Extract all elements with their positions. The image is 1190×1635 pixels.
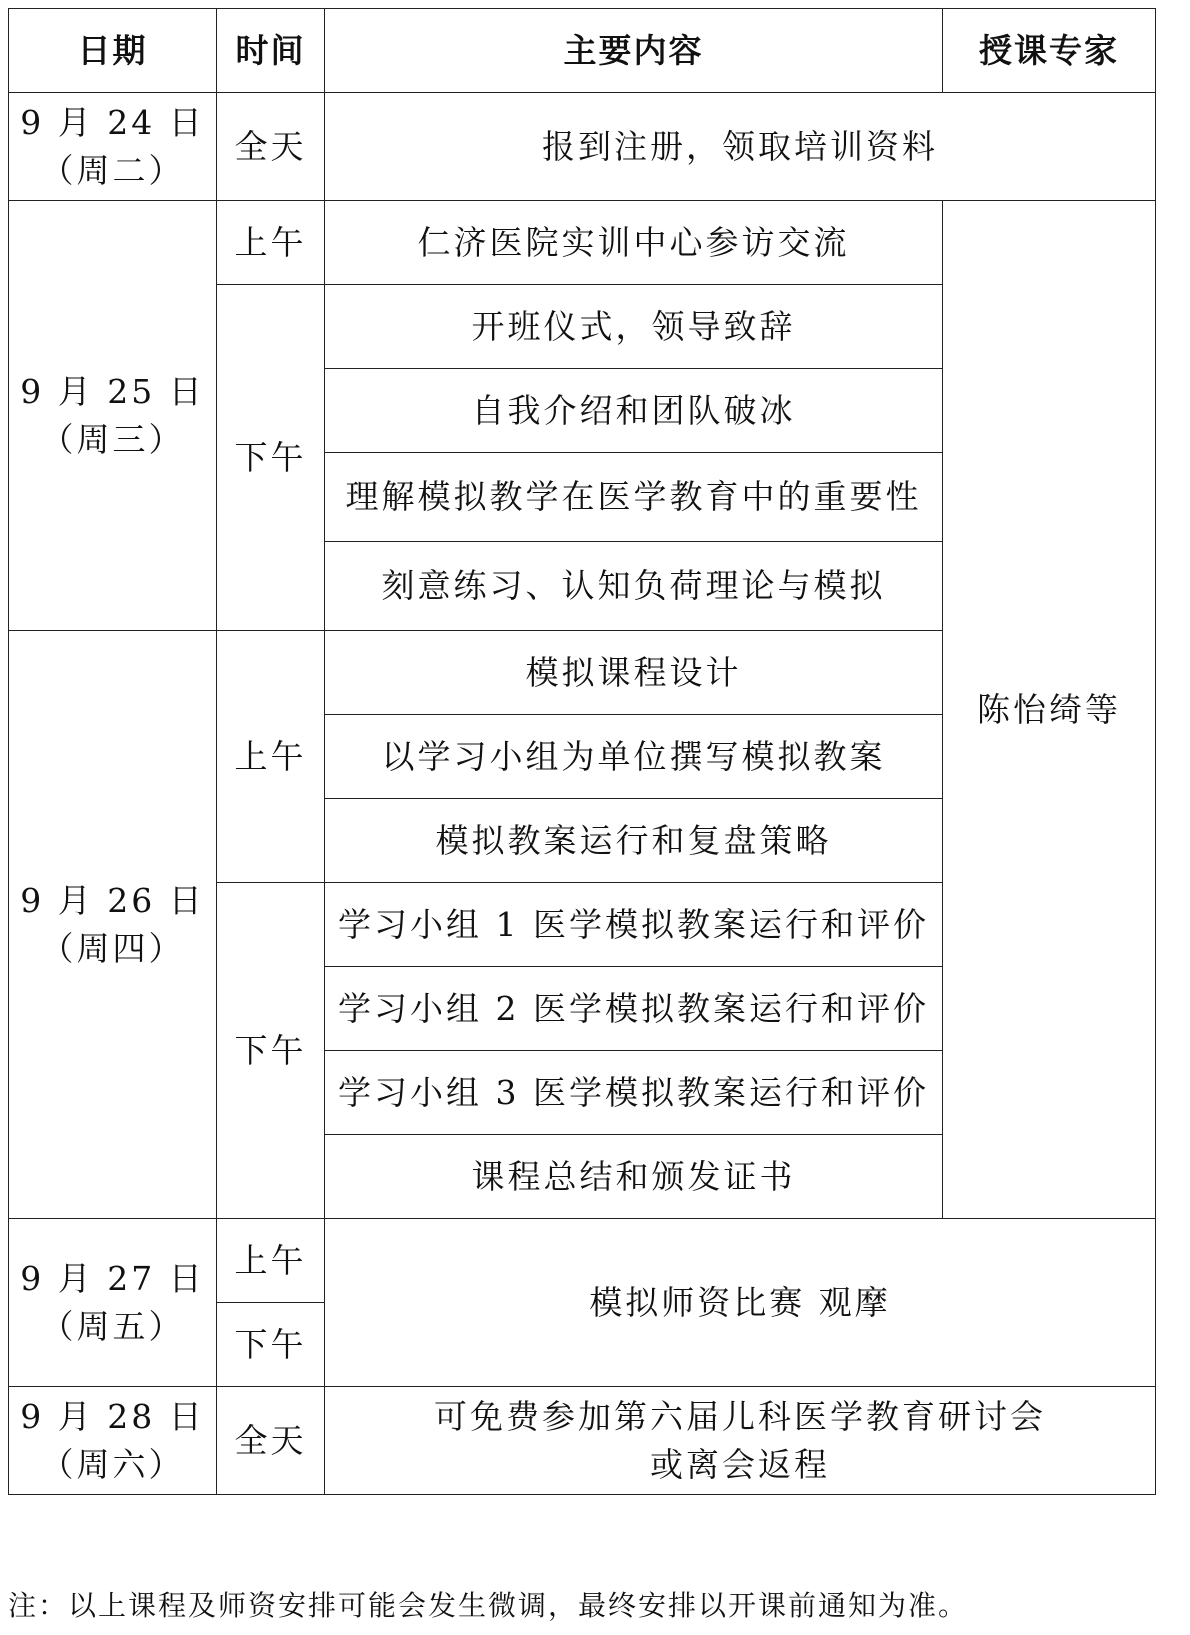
content-cell: 模拟教案运行和复盘策略 — [325, 799, 943, 883]
weekday-text: （周四） — [40, 928, 185, 968]
date-cell — [9, 93, 217, 201]
content-cell: 刻意练习、认知负荷理论与模拟 — [325, 542, 943, 631]
content-cell: 学习小组 1 医学模拟教案运行和评价 — [325, 883, 943, 967]
content-cell: 仁济医院实训中心参访交流 — [325, 201, 943, 285]
header-content: 主要内容 — [325, 9, 943, 93]
schedule-table — [8, 8, 1156, 1495]
weekday-text: （周三） — [40, 419, 185, 459]
footnote: 注：以上课程及师资安排可能会发生微调，最终安排以开课前通知为准。 — [8, 1589, 969, 1622]
date-text: 9 月 28 日 — [20, 1396, 205, 1436]
date-text: 9 月 25 日 — [20, 371, 205, 411]
expert-cell: 陈怡绮等 — [943, 201, 1156, 1219]
table-row — [9, 1219, 1156, 1303]
content-cell: 学习小组 3 医学模拟教案运行和评价 — [325, 1051, 943, 1135]
table-row — [9, 201, 1156, 285]
content-cell: 以学习小组为单位撰写模拟教案 — [325, 715, 943, 799]
content-cell: 理解模拟教学在医学教育中的重要性 — [325, 453, 943, 542]
time-cell: 全天 — [217, 93, 325, 201]
weekday-text: （周五） — [40, 1306, 185, 1346]
table-row — [9, 1387, 1156, 1495]
content-line: 可免费参加第六届儿科医学教育研讨会 — [434, 1396, 1046, 1436]
date-cell — [9, 201, 217, 631]
header-row — [9, 9, 1156, 93]
date-text: 9 月 24 日 — [20, 102, 205, 142]
header-time: 时间 — [217, 9, 325, 93]
header-date: 日期 — [9, 9, 217, 93]
time-cell: 下午 — [217, 1303, 325, 1387]
content-cell: 模拟师资比赛 观摩 — [325, 1219, 1156, 1387]
time-cell: 上午 — [217, 201, 325, 285]
content-cell: 报到注册，领取培训资料 — [325, 93, 1156, 201]
time-cell: 全天 — [217, 1387, 325, 1495]
date-text: 9 月 27 日 — [20, 1258, 205, 1298]
time-cell: 下午 — [217, 285, 325, 631]
table-row — [9, 93, 1156, 201]
date-cell — [9, 1219, 217, 1387]
content-cell: 学习小组 2 医学模拟教案运行和评价 — [325, 967, 943, 1051]
date-cell — [9, 631, 217, 1219]
content-cell: 课程总结和颁发证书 — [325, 1135, 943, 1219]
time-cell: 上午 — [217, 631, 325, 883]
date-cell — [9, 1387, 217, 1495]
weekday-text: （周六） — [40, 1444, 185, 1484]
date-text: 9 月 26 日 — [20, 880, 205, 920]
content-cell — [325, 1387, 1156, 1495]
time-cell: 上午 — [217, 1219, 325, 1303]
header-expert: 授课专家 — [943, 9, 1156, 93]
content-cell: 自我介绍和团队破冰 — [325, 369, 943, 453]
weekday-text: （周二） — [40, 150, 185, 190]
content-cell: 开班仪式，领导致辞 — [325, 285, 943, 369]
time-cell: 下午 — [217, 883, 325, 1219]
content-line: 或离会返程 — [650, 1444, 830, 1484]
content-cell: 模拟课程设计 — [325, 631, 943, 715]
